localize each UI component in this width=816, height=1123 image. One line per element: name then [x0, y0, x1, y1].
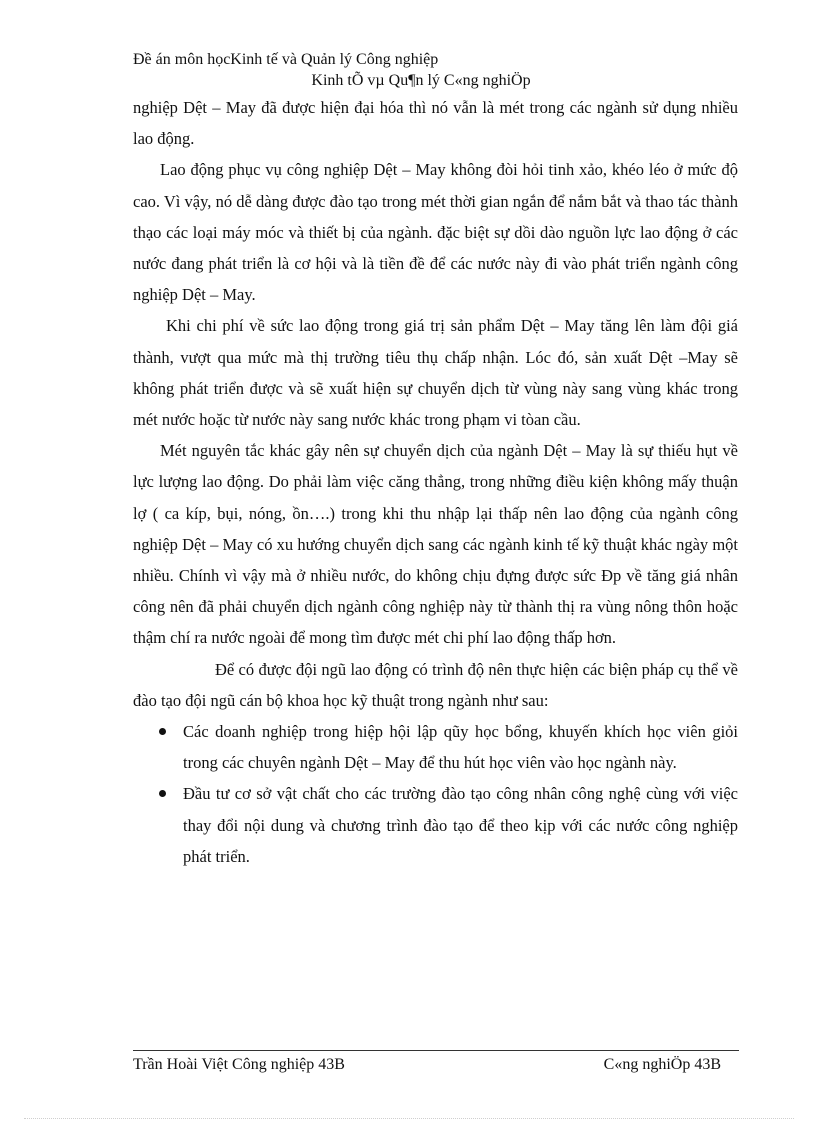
paragraph-2: Lao động phục vụ công nghiệp Dệt – May không đòi hỏi tinh xảo, khéo léo ở mức độ cao. Vì vậy, nó dễ dàng được đào tạo trong mét thời gian ngắn để nắm bắt và thao tác thành thạo các loại máy móc và thiết bị của ngành. đặc biệt sự dồi dào nguồn lực lao động ở các nước đang phát triển là cơ hội và là tiền đề để các nước này đi vào phát triển ngành công nghiệp Dệt – May. [133, 160, 738, 305]
bullet-dot-icon [159, 728, 166, 735]
paragraph-3: Khi chi phí về sức lao động trong giá trị sản phẩm Dệt – May tăng lên làm đội giá thành, vượt qua mức mà thị trường tiêu thụ chấp nhận. Lóc đó, sản xuất Dệt –May sẽ không phát triển được và sẽ xuất hiện sự chuyển dịch từ vùng này sang vùng khác trong mét nước hoặc từ nước này sang nước khác trong phạm vi tòan cầu. [133, 316, 738, 430]
bullet-dot-icon [159, 790, 166, 797]
paragraph-1: nghiệp Dệt – May đã được hiện đại hóa thì nó vẫn là mét trong các ngành sử dụng nhiều lao động. [133, 98, 738, 149]
document-body [133, 92, 738, 872]
bullet-text-1: Các doanh nghiệp trong hiệp hội lập qũy học bổng, khuyến khích học viên giỏi trong các chuyên ngành Dệt – May để thu hút học viên vào học ngành này. [183, 722, 738, 773]
bullet-item-2 [133, 778, 738, 872]
page-edge-divider [24, 1118, 794, 1119]
bullet-list [133, 716, 738, 872]
bullet-text-2: Đầu tư cơ sở vật chất cho các trường đào tạo công nhân công nghệ cùng với việc thay đổi nội dung và chương trình đào tạo để theo kịp với các nước công nghiệp phát triển. [183, 784, 738, 866]
header-line-2: Kinh tÕ vµ Qu¶n lý C«ng nghiÖp [311, 72, 531, 89]
bullet-item-1 [133, 716, 738, 778]
footer-right: C«ng nghiÖp 43B [603, 1056, 721, 1073]
footer-divider [133, 1050, 739, 1051]
footer-left: Trần Hoài Việt Công nghiệp 43B [133, 1056, 345, 1073]
paragraph-5: Để có được đội ngũ lao động có trình độ nên thực hiện các biện pháp cụ thể về đào tạo đội ngũ cán bộ khoa học kỹ thuật trong ngành như sau: [133, 659, 738, 710]
header-line-1: Đề án môn họcKinh tế và Quản lý Công nghiệp [133, 51, 439, 68]
paragraph-4: Mét nguyên tắc khác gây nên sự chuyển dịch của ngành Dệt – May là sự thiếu hụt về lực lượng lao động. Do phải làm việc căng thẳng, trong những điều kiện không mấy thuận lợ ( ca kíp, bụi, nóng, ồn….) trong khi thu nhập lại thấp nên lao động của ngành công nghiệp Dệt – May có xu hướng chuyển dịch sang các ngành kinh tế kỹ thuật khác ngày một nhiều. Chính vì vậy mà ở nhiều nước, do không chịu đựng được sức Ðp về tăng giá nhân công nên đã phải chuyển dịch ngành công nghiệp này từ thành thị ra vùng nông thôn hoặc thậm chí ra nước ngoài để mong tìm được mét chi phí lao động thấp hơn. [133, 441, 738, 648]
